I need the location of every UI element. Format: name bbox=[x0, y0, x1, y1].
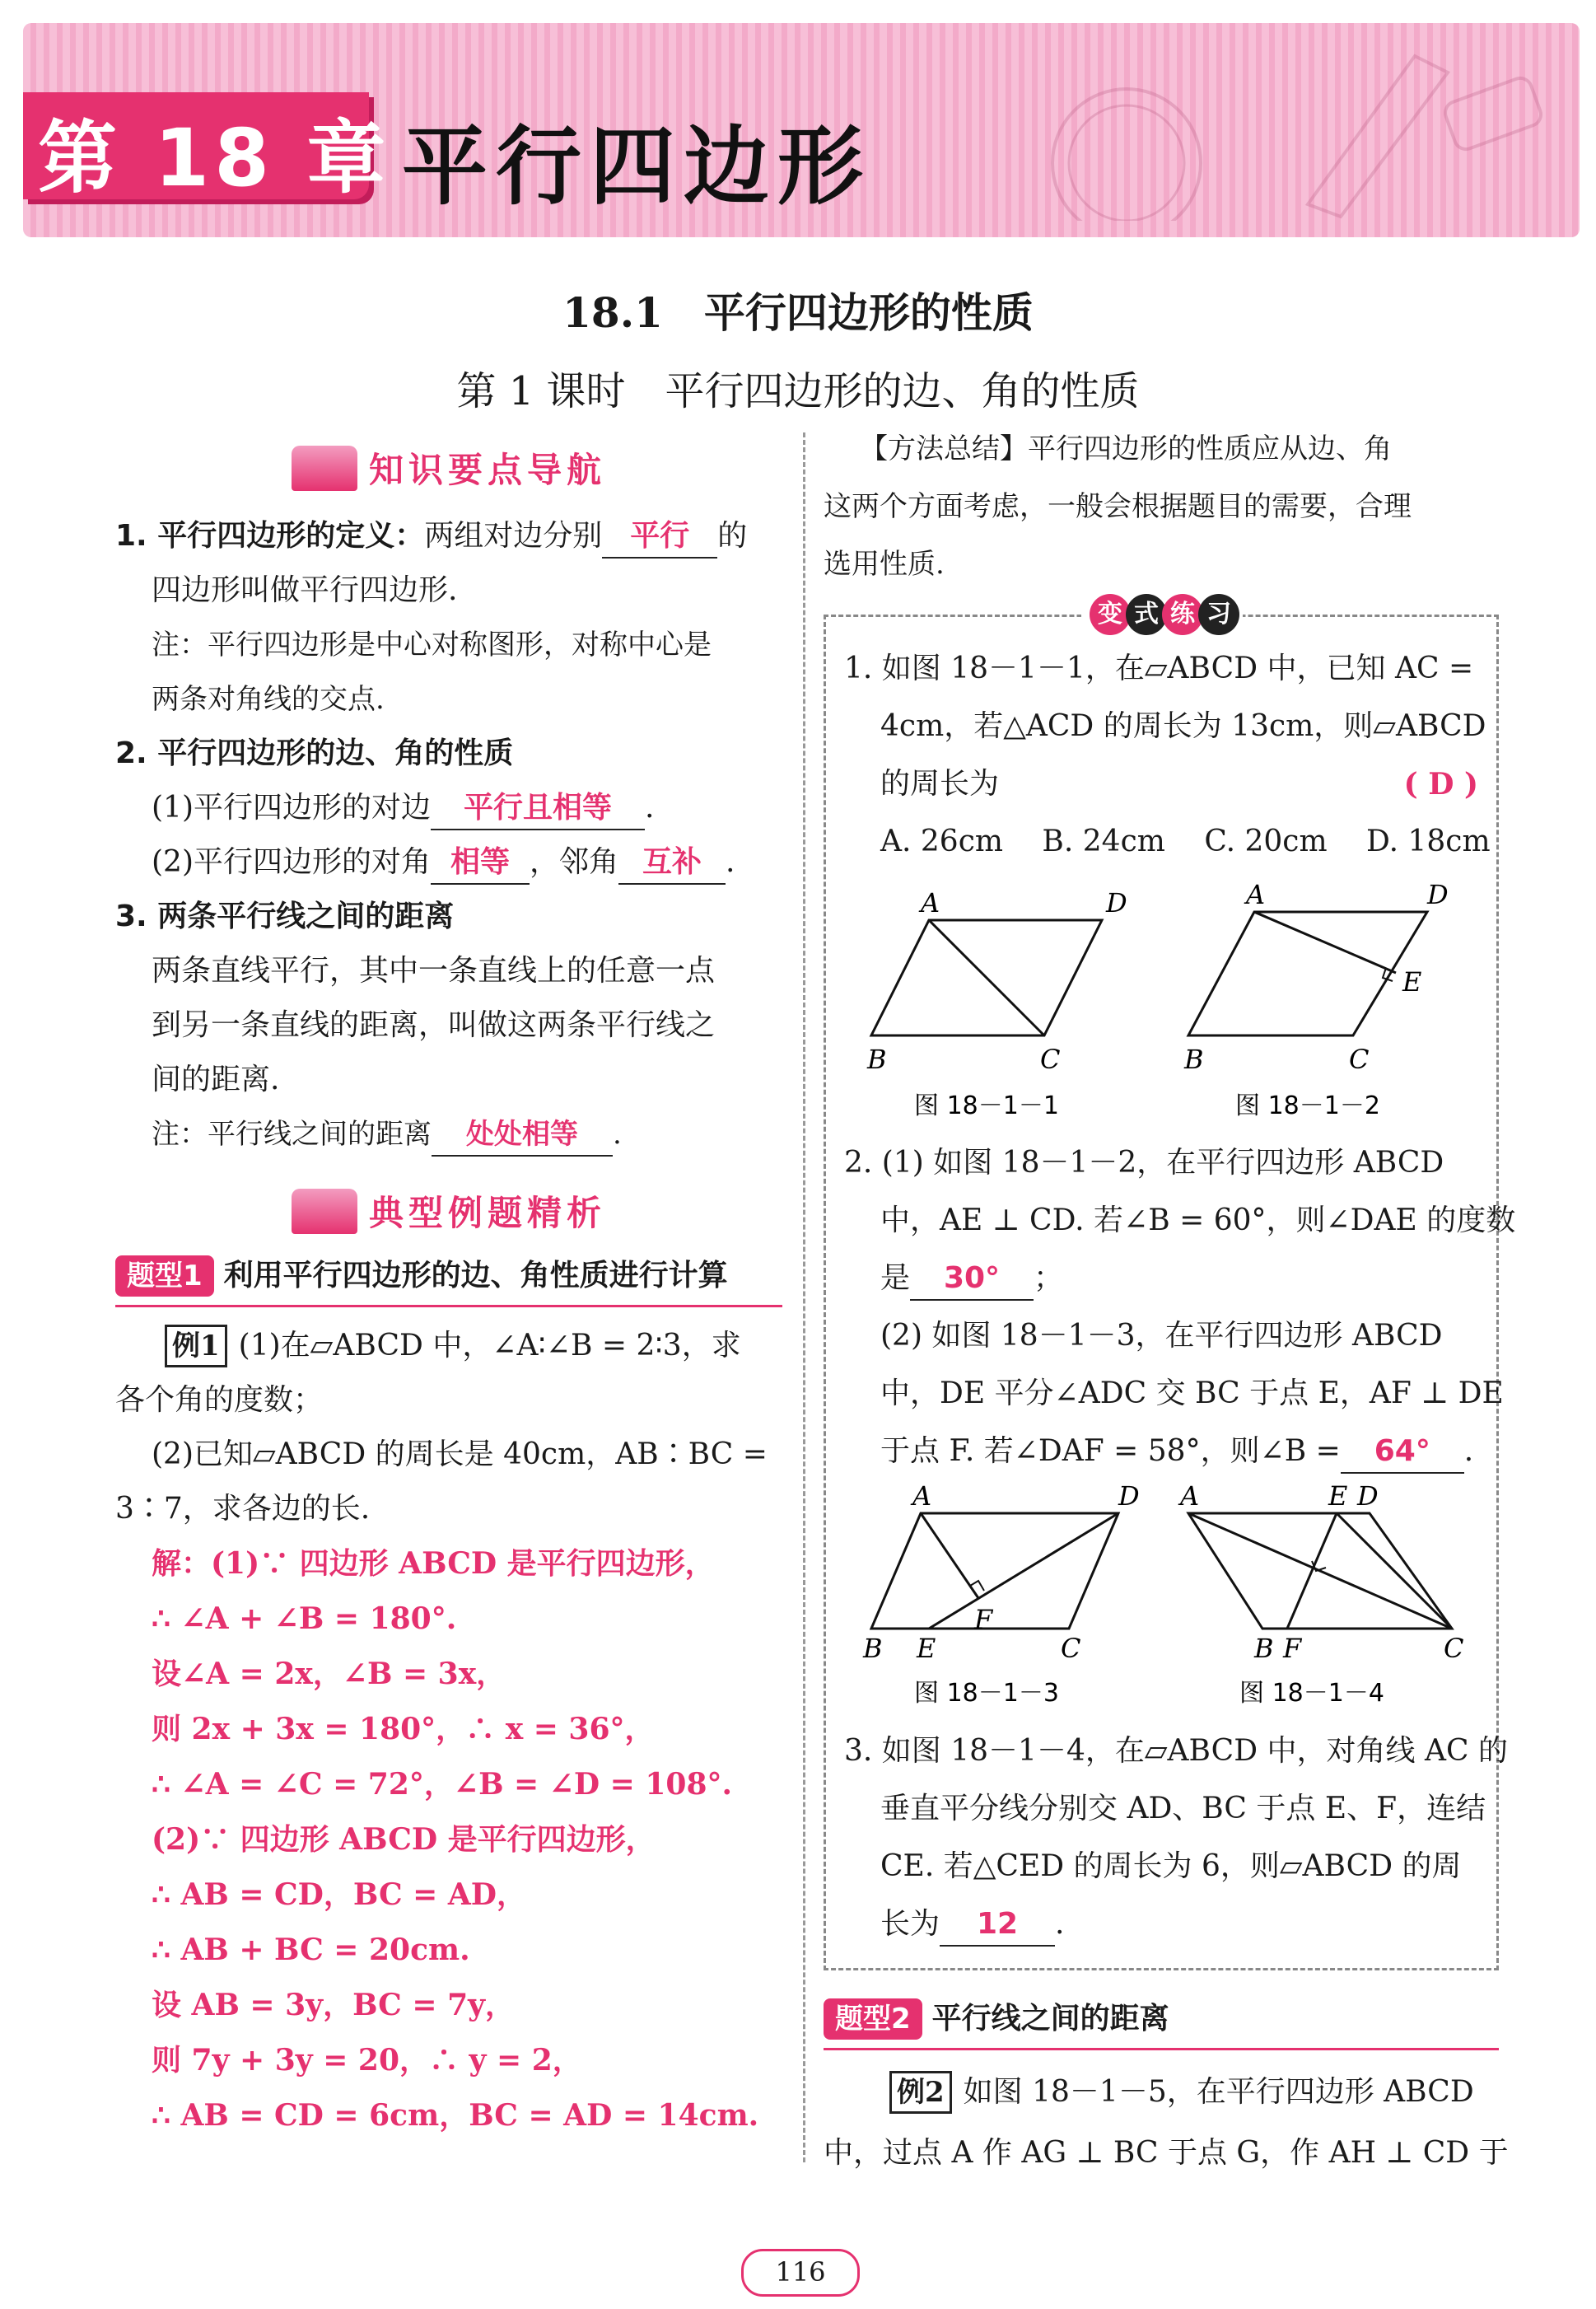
right-column bbox=[824, 420, 1516, 2184]
practice-box: 变 式 练 习 1. 如图 18－1－1，在▱ABCD 中，已知 AC = 4cm，若△ACD 的周长为 13cm，则▱ABCD 的周长为 ( D ) A. 26cm B. 24cm C. 20cm D. 18cm A D B C 图 18－1－1 A D E B C 图 18－1－2 2. (1) 如图 18－1－2，在平行四边形 ABCD 中，AE ⊥ CD. 若∠B = 60°，则∠DAE 的度数 是 30° ； (2) 如图 18－1－3，在平行四边形 ABCD 中，DE 平分∠ADC 交 BC 于点 E，AF ⊥ DE 于点 F. 若∠DAF = 58°，则∠B = 64° . A D F B E C 图 18－1－3 A E D B F C 图 18－1－4 3. 如图 18－1－4，在▱ABCD 中，对角线 AC 的 垂直平分线分别交 AD、BC 于点 E、F，连结 CE. 若△CED 的周长为 6，则▱ABCD 的周 长为 12 . bbox=[824, 615, 1499, 1970]
solution-line: ∴ ∠A + ∠B = 180°. bbox=[152, 1601, 457, 1636]
q2-line5: 中，DE 平分∠ADC 交 BC 于点 E，AF ⊥ DE bbox=[880, 1377, 1504, 1410]
example1-tag: 例1 bbox=[165, 1325, 227, 1367]
point-label: D bbox=[1118, 1480, 1140, 1512]
answer-blank: 30° bbox=[910, 1258, 1034, 1301]
point-label: E bbox=[916, 1633, 936, 1664]
answer-blank: 处处相等 bbox=[432, 1114, 613, 1157]
q1-options: A. 26cm B. 24cm C. 20cm D. 18cm bbox=[880, 825, 1491, 858]
point-label: B bbox=[862, 1633, 883, 1664]
point-label: A bbox=[920, 887, 940, 918]
answer-blank: 互补 bbox=[618, 842, 726, 885]
stationery-decoration-icon bbox=[954, 40, 1547, 221]
type1-badge: 题型1 bbox=[115, 1255, 214, 1297]
example1-line3: (2)已知▱ABCD 的周长是 40cm，AB∶BC = bbox=[152, 1437, 768, 1471]
page-number: 116 bbox=[741, 2249, 860, 2297]
solution-line: 则 2x + 3x = 180°，∴ x = 36°， bbox=[152, 1712, 655, 1746]
chapter-label: 第 18 章 bbox=[38, 112, 391, 204]
solution-line: ∴ AB = CD = 6cm，BC = AD = 14cm. bbox=[152, 2098, 759, 2133]
figure-18-1-1 bbox=[866, 879, 1135, 1120]
point-label: F bbox=[1282, 1633, 1301, 1664]
figure-caption: 图 18－1－1 bbox=[913, 1091, 1059, 1120]
type1-header bbox=[115, 1252, 782, 1307]
point3-line2: 到另一条直线的距离，叫做这两条平行线之 bbox=[152, 1008, 716, 1042]
q2-line1: 2. (1) 如图 18－1－2，在平行四边形 ABCD bbox=[844, 1146, 1444, 1180]
solution-line: 解：(1)∵ 四边形 ABCD 是平行四边形， bbox=[152, 1546, 715, 1581]
method-line1: 【方法总结】平行四边形的性质应从边、角 bbox=[860, 432, 1392, 465]
point3-title: 3. 两条平行线之间的距离 bbox=[115, 900, 455, 933]
practice-label-char: 习 bbox=[1198, 594, 1239, 635]
type2-header bbox=[824, 1995, 1499, 2050]
point3-line3: 间的距离. bbox=[152, 1063, 280, 1096]
answer-blank: 12 bbox=[940, 1904, 1055, 1947]
example1-line2: 各个角的度数； bbox=[115, 1383, 324, 1417]
solution-line: 则 7y + 3y = 20，∴ y = 2， bbox=[152, 2043, 582, 2078]
note2-text: 注：平行线之间的距离 bbox=[152, 1118, 432, 1151]
practice-label-char: 练 bbox=[1162, 594, 1203, 635]
practice-label bbox=[1081, 594, 1243, 635]
q2-line4: (2) 如图 18－1－3，在平行四边形 ABCD bbox=[880, 1319, 1443, 1353]
example1-line4: 3∶7，求各边的长. bbox=[115, 1492, 371, 1526]
solution-line: 设 AB = 3y，BC = 7y， bbox=[152, 1988, 516, 2022]
solution-line: ∴ ∠A = ∠C = 72°，∠B = ∠D = 108°. bbox=[152, 1767, 733, 1802]
knowledge-heading bbox=[115, 435, 782, 501]
point-label: A bbox=[912, 1480, 931, 1512]
q3-line3: CE. 若△CED 的周长为 6，则▱ABCD 的周 bbox=[880, 1849, 1462, 1883]
practice-label-char: 式 bbox=[1126, 594, 1167, 635]
q2-line3b: ； bbox=[1034, 1261, 1064, 1295]
figure-caption: 图 18－1－3 bbox=[913, 1679, 1059, 1708]
note1-line2: 两条对角线的交点. bbox=[152, 683, 385, 716]
type2-badge: 题型2 bbox=[824, 1998, 922, 2040]
answer-blank: 相等 bbox=[431, 842, 530, 885]
left-column: 知识要点导航 1. 平行四边形的定义：两组对边分别 平行 的 四边形叫做平行四边形. 注：平行四边形是中心对称图形，对称中心是 两条对角线的交点. 2. 平行四边形的边、角的性质 (1)平行四边形的对边 平行且相等 . (2)平行四边形的对角 相等 ，邻角 互补 . 3. 两条平行线之间的距离 两条直线平行，其中一条直线上的任意一点 到另一条直线的距离，叫做这两条平行线之 间的距离. 注：平行线之间的距离 处处相等 . 典型例题精析 题型1 利用平行四边形的边、角性质进行计算 例1 (1)在▱ABCD 中，∠A∶∠B = 2∶3，求 各个角的度数； (2)已知▱ABCD 的周长是 40cm，AB∶BC = 3∶7，求各边的长. 解：(1)∵ 四边形 ABCD 是平行四边形， ∴ ∠A + ∠B = 180°. 设∠A = 2x，∠B = 3x， 则 2x + 3x = 180°，∴ x = 36°， ∴ ∠A = ∠C = 72°，∠B = ∠D = 108°. (2)∵ 四边形 ABCD 是平行四边形， ∴ AB = CD，BC = AD， ∴ AB + BC = 20cm. 设 AB = 3y，BC = 7y， 则 7y + 3y = 20，∴ y = 2， ∴ AB = CD = 6cm，BC = AD = 14cm. bbox=[115, 435, 782, 2143]
q1-line3: 的周长为 bbox=[880, 767, 1000, 801]
point2-title: 2. 平行四边形的边、角的性质 bbox=[115, 736, 514, 770]
solution-block bbox=[115, 1536, 782, 2143]
q1-answer: ( D ) bbox=[1403, 767, 1478, 802]
figure-caption: 图 18－1－2 bbox=[1234, 1091, 1380, 1120]
examples-heading-text: 典型例题精析 bbox=[368, 1193, 606, 1233]
point-label: F bbox=[973, 1604, 992, 1635]
q3-line1: 3. 如图 18－1－4，在▱ABCD 中，对角线 AC 的 bbox=[844, 1734, 1508, 1768]
point-label: D bbox=[1426, 879, 1449, 910]
figure-row-2 bbox=[844, 1480, 1478, 1708]
point-label: E bbox=[1328, 1480, 1347, 1512]
q2-line6: 于点 F. 若∠DAF = 58°，则∠B = bbox=[880, 1434, 1341, 1468]
knowledge-heading-text: 知识要点导航 bbox=[368, 450, 606, 490]
point-label: B bbox=[1253, 1633, 1274, 1664]
point2-1-text: (1)平行四边形的对边 bbox=[152, 791, 431, 825]
examples-heading bbox=[115, 1178, 782, 1244]
book-icon bbox=[292, 446, 357, 491]
point2-2-text: (2)平行四边形的对角 bbox=[152, 845, 431, 879]
point-label: A bbox=[1179, 1480, 1199, 1512]
section-title: 18.1 平行四边形的性质 bbox=[562, 288, 1034, 337]
q3-line2: 垂直平分线分别交 AD、BC 于点 E、F，连结 bbox=[880, 1792, 1486, 1825]
point-label: B bbox=[866, 1044, 887, 1075]
example2-tag: 例2 bbox=[889, 2071, 952, 2114]
point-label: E bbox=[1402, 966, 1421, 998]
lesson-title: 第 1 课时 平行四边形的边、角的性质 bbox=[456, 368, 1140, 414]
point-label: B bbox=[1183, 1044, 1204, 1075]
method-line3: 选用性质. bbox=[824, 548, 945, 581]
figure-row-1 bbox=[844, 879, 1478, 1120]
figure-18-1-2 bbox=[1183, 879, 1452, 1120]
point-label: D bbox=[1356, 1480, 1379, 1512]
answer-blank: 平行且相等 bbox=[431, 788, 645, 830]
solution-line: 设∠A = 2x，∠B = 3x， bbox=[152, 1657, 506, 1691]
figure-caption: 图 18－1－4 bbox=[1239, 1679, 1384, 1708]
solution-line: (2)∵ 四边形 ABCD 是平行四边形， bbox=[152, 1822, 656, 1857]
q1-line1: 1. 如图 18－1－1，在▱ABCD 中，已知 AC = bbox=[844, 652, 1474, 685]
chapter-number-badge bbox=[23, 92, 391, 204]
note1-line1: 注：平行四边形是中心对称图形，对称中心是 bbox=[152, 629, 712, 661]
point1-text: 两组对边分别 bbox=[424, 519, 603, 553]
q2-line2: 中，AE ⊥ CD. 若∠B = 60°，则∠DAE 的度数 bbox=[880, 1204, 1516, 1237]
point-label: C bbox=[1443, 1633, 1463, 1664]
solution-line: ∴ AB = CD，BC = AD， bbox=[152, 1877, 527, 1912]
point-label: C bbox=[1060, 1633, 1080, 1664]
figure-18-1-3 bbox=[862, 1480, 1140, 1708]
answer-blank: 平行 bbox=[602, 516, 717, 559]
answer-blank: 64° bbox=[1341, 1431, 1464, 1474]
point-label: C bbox=[1039, 1044, 1060, 1075]
point-label: C bbox=[1348, 1044, 1369, 1075]
point-label: A bbox=[1245, 879, 1265, 910]
book-stack-icon bbox=[292, 1189, 357, 1234]
method-line2: 这两个方面考虑，一般会根据题目的需要，合理 bbox=[824, 490, 1412, 523]
point1-text-c: 四边形叫做平行四边形. bbox=[152, 573, 458, 607]
point1-text-b: 的 bbox=[717, 519, 748, 553]
example1-line1: (1)在▱ABCD 中，∠A∶∠B = 2∶3，求 bbox=[238, 1329, 741, 1362]
example2-line1: 如图 18－1－5，在平行四边形 ABCD bbox=[963, 2075, 1474, 2109]
type2-title: 平行线之间的距离 bbox=[931, 2002, 1169, 2036]
q1-line2: 4cm，若△ACD 的周长为 13cm，则▱ABCD bbox=[880, 709, 1486, 743]
figure-18-1-4 bbox=[1179, 1480, 1463, 1708]
solution-line: ∴ AB + BC = 20cm. bbox=[152, 1933, 470, 1967]
example2-line2: 中，过点 A 作 AG ⊥ BC 于点 G，作 AH ⊥ CD 于 bbox=[824, 2136, 1509, 2170]
point2-2-text-b: ，邻角 bbox=[530, 845, 619, 879]
practice-label-char: 变 bbox=[1090, 594, 1131, 635]
column-divider bbox=[803, 432, 805, 2162]
chapter-title: 平行四边形 bbox=[402, 116, 872, 217]
point3-line1: 两条直线平行，其中一条直线上的任意一点 bbox=[152, 954, 716, 988]
q3-line4: 长为 bbox=[880, 1907, 940, 1941]
q2-line3: 是 bbox=[880, 1261, 911, 1295]
point1-title: 1. 平行四边形的定义： bbox=[115, 519, 425, 553]
point-label: D bbox=[1105, 887, 1127, 918]
type1-title: 利用平行四边形的边、角性质进行计算 bbox=[223, 1259, 728, 1292]
